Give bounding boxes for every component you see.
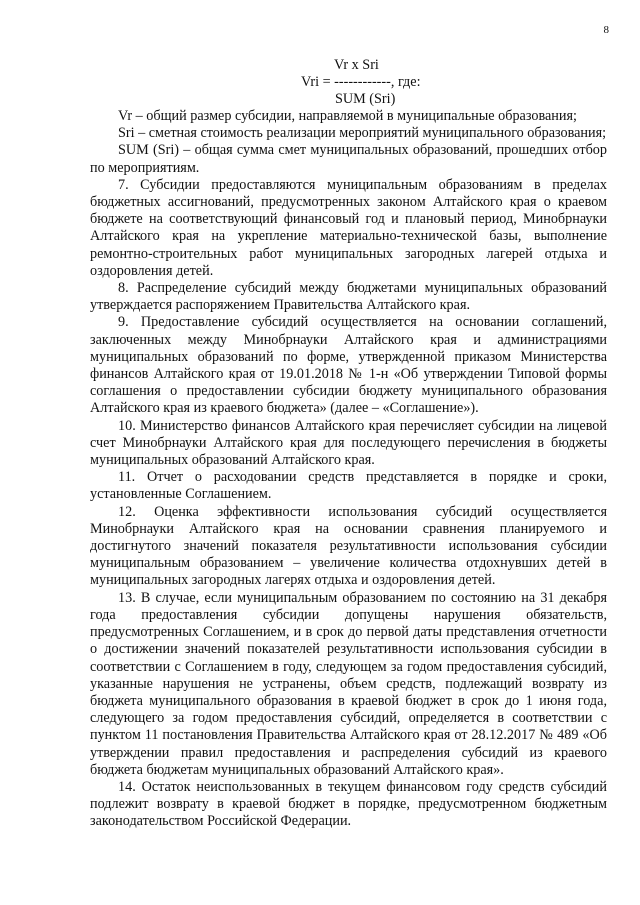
subsidy-formula (0, 57, 640, 108)
clause-13: 13. В случае, если муниципальным образованием по состоянию на 31 декабря года предоставления субсидии допущены нарушения обязательств, предусмотренных Соглашением, и в срок до первой даты представления отчетности о достижении значений показателей результативности использования субсидии в соответствии с Соглашением в году, следующем за годом предоставления субсидий, указанные нарушения не устранены, объем средств, подлежащий возврату из бюджета муниципального образования в краевой бюджет в срок до 1 июня года, следующего за годом предоставления субсидий, определяется в соответствии с пунктом 11 постановления Правительства Алтайского края от 28.12.2017 № 489 «Об утверждении правил предоставления и распределения субсидий из краевого бюджета бюджетам муниципальных образований Алтайского края». (90, 589, 607, 778)
formula-denominator: SUM (Sri) (335, 91, 396, 107)
definition-sum-sri: SUM (Sri) – общая сумма смет муниципальных образований, прошедших отбор по мероприятиям. (90, 142, 607, 176)
clause-9: 9. Предоставление субсидий осуществляется на основании соглашений, заключенных между Минобрнауки Алтайского края и администрациями муниципальных образований по форме, утвержденной приказом Министерства финансов Алтайского края от 19.01.2018 № 1-н «Об утверждении Типовой формы соглашения о предоставлении субсидии бюджету муниципального образования Алтайского края из краевого бюджета» (далее – «Соглашение»). (90, 314, 607, 417)
clause-14: 14. Остаток неиспользованных в текущем финансовом году средств субсидий подлежит возврату в краевой бюджет в порядке, предусмотренном бюджетным законодательством Российской Федерации. (90, 778, 607, 830)
clause-8: 8. Распределение субсидий между бюджетами муниципальных образований утверждается распоряжением Правительства Алтайского края. (90, 280, 607, 314)
clause-12: 12. Оценка эффективности использования субсидий осуществляется Минобрнауки Алтайского края на основании сравнения планируемого и достигнутого значений показателя результативности использования субсидии муниципальным образованием – увеличение количества отдохнувших детей в муниципальных загородных лагерях отдыха и оздоровления детей. (90, 503, 607, 589)
definition-sri: Sri – сметная стоимость реализации мероприятий муниципального образования; (118, 125, 607, 142)
clause-11: 11. Отчет о расходовании средств представляется в порядке и сроки, установленные Соглашением. (90, 469, 607, 503)
document-body (90, 108, 607, 831)
clause-10: 10. Министерство финансов Алтайского края перечисляет субсидии на лицевой счет Минобрнауки Алтайского края для последующего перечисления в бюджеты муниципальных образований Алтайского края. (90, 417, 607, 469)
clause-7: 7. Субсидии предоставляются муниципальным образованиям в пределах бюджетных ассигнований, предусмотренных законом Алтайского края о краевом бюджете на соответствующий финансовый год и плановый период, Минобрнауки Алтайского края на укрепление материально-технической базы, выполнение ремонтно-строительных работ муниципальных загородных лагерей отдыха и оздоровления детей. (90, 176, 607, 279)
page-number: 8 (603, 24, 609, 36)
definition-vr: Vr – общий размер субсидии, направляемой в муниципальные образования; (118, 108, 577, 124)
formula-main-line: Vri = ------------, где: (301, 74, 421, 90)
formula-numerator: Vr x Sri (334, 57, 379, 73)
